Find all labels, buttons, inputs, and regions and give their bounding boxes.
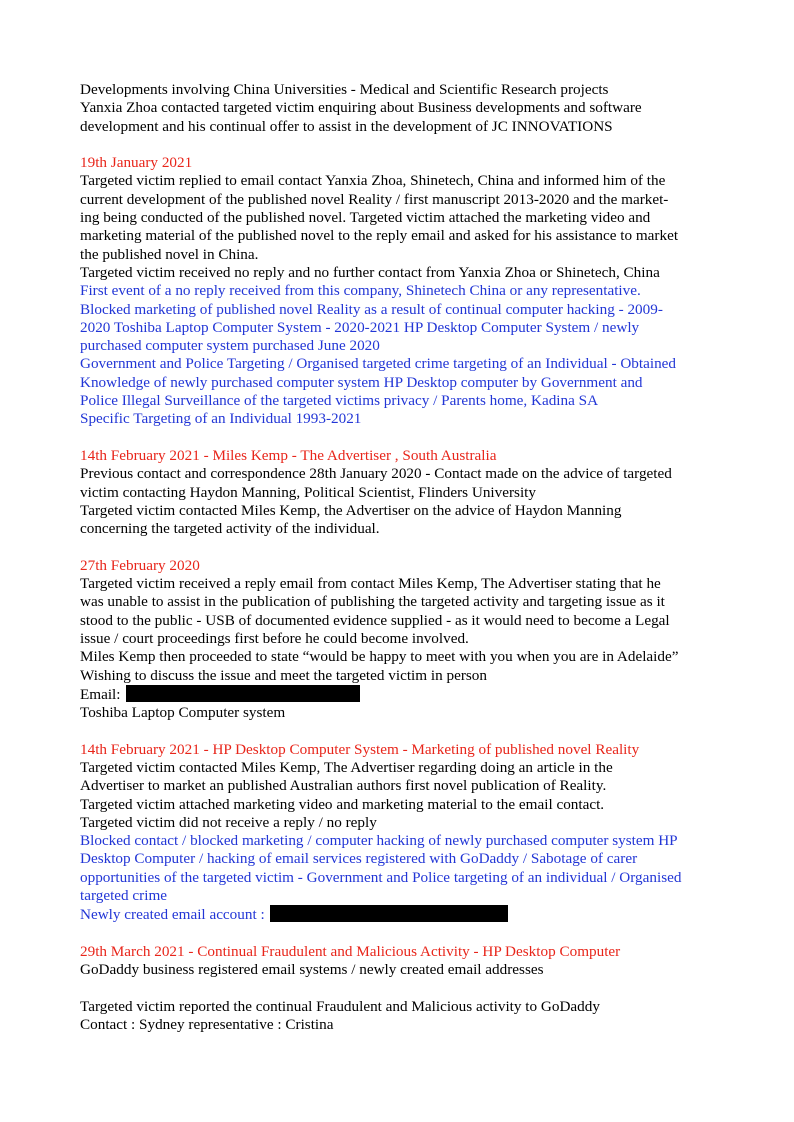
section-heading: 27th February 2020	[80, 556, 200, 574]
note-line: targeted crime	[80, 887, 168, 905]
email-label: Newly created email account :	[80, 906, 265, 924]
text-line: Yanxia Zhoa contacted targeted victim enquiring about Business developments and software	[80, 99, 642, 117]
text-line: Targeted victim contacted Miles Kemp, The Advertiser regarding doing an article in the	[80, 758, 613, 776]
note-line: Blocked marketing of published novel Reality as a result of continual computer hacking - 2009-	[80, 300, 663, 318]
section-19-jan-2021	[80, 154, 720, 428]
note-line: Blocked contact / blocked marketing / computer hacking of newly purchased computer system HP	[80, 832, 678, 850]
note-line: purchased computer system purchased June 2020	[80, 337, 380, 355]
note-line: First event of a no reply received from this company, Shinetech China or any representative.	[80, 282, 641, 300]
text-line: development and his continual offer to assist in the development of JC INNOVATIONS	[80, 117, 613, 135]
email-line	[80, 685, 720, 704]
section-14-feb-2021-hp-desktop	[80, 741, 720, 925]
text-line: Contact : Sydney representative : Cristina	[80, 1016, 334, 1034]
text-line: Targeted victim did not receive a reply / no reply	[80, 813, 377, 831]
note-line: 2020 Toshiba Laptop Computer System - 2020-2021 HP Desktop Computer System / newly	[80, 318, 640, 336]
document-content	[80, 81, 720, 1053]
section-heading: 29th March 2021 - Continual Fraudulent and Malicious Activity - HP Desktop Computer	[80, 942, 621, 960]
note-line: Specific Targeting of an Individual 1993-2021	[80, 410, 362, 428]
text-line: Toshiba Laptop Computer system	[80, 704, 286, 722]
text-line: GoDaddy business registered email systems / newly created email addresses	[80, 961, 544, 979]
text-line: Miles Kemp then proceeded to state “would be happy to meet with you when you are in Adelaide”	[80, 648, 679, 666]
text-line: concerning the targeted activity of the individual.	[80, 520, 380, 538]
text-line: Targeted victim contacted Miles Kemp, the Advertiser on the advice of Haydon Manning	[80, 501, 622, 519]
text-line: Targeted victim attached marketing video and marketing material to the email contact.	[80, 795, 605, 813]
text-line: was unable to assist in the publication of publishing the targeted activity and targeting issue as it	[80, 593, 665, 611]
section-14-feb-2021-miles-kemp	[80, 447, 720, 538]
text-line: victim contacting Haydon Manning, Political Scientist, Flinders University	[80, 483, 536, 501]
text-line: ing being conducted of the published novel. Targeted victim attached the marketing video and	[80, 209, 651, 227]
section-heading: 19th January 2021	[80, 154, 193, 172]
text-line: marketing material of the published novel to the reply email and asked for his assistance to market	[80, 227, 679, 245]
section-29-mar-2021	[80, 943, 720, 980]
note-line: Knowledge of newly purchased computer system HP Desktop computer by Government and	[80, 373, 643, 391]
note-line: Desktop Computer / hacking of email services registered with GoDaddy / Sabotage of carer	[80, 850, 638, 868]
text-line: Developments involving China Universities - Medical and Scientific Research projects	[80, 81, 609, 98]
redacted-email	[126, 685, 360, 702]
note-line: opportunities of the targeted victim - Government and Police targeting of an individual / Organised	[80, 868, 682, 886]
email-line	[80, 905, 720, 924]
text-line: the published novel in China.	[80, 245, 259, 263]
text-line: Targeted victim reported the continual Fraudulent and Malicious activity to GoDaddy	[80, 997, 600, 1015]
email-label: Email:	[80, 685, 121, 703]
text-line: issue / court proceedings first before he could become involved.	[80, 629, 469, 647]
note-line: Police Illegal Surveillance of the targeted victims privacy / Parents home, Kadina SA	[80, 392, 599, 410]
text-line: Targeted victim received no reply and no further contact from Yanxia Zhoa or Shinetech, China	[80, 263, 660, 281]
text-line: stood to the public - USB of documented evidence supplied - as it would need to become a Legal	[80, 611, 670, 629]
text-line: Targeted victim replied to email contact Yanxia Zhoa, Shinetech, China and informed him of the	[80, 172, 666, 190]
text-line: Wishing to discuss the issue and meet the targeted victim in person	[80, 666, 487, 684]
text-line: Targeted victim received a reply email from contact Miles Kemp, The Advertiser stating that he	[80, 575, 661, 593]
section-heading: 14th February 2021 - Miles Kemp - The Advertiser , South Australia	[80, 446, 497, 464]
text-line: current development of the published novel Reality / first manuscript 2013-2020 and the market-	[80, 190, 669, 208]
note-line: Government and Police Targeting / Organised targeted crime targeting of an Individual - Obtained	[80, 355, 677, 373]
intro-paragraph	[80, 81, 720, 136]
redacted-email	[270, 905, 508, 922]
report-paragraph	[80, 998, 720, 1035]
section-heading: 14th February 2021 - HP Desktop Computer System - Marketing of published novel Reality	[80, 740, 640, 758]
section-27-feb-2020	[80, 557, 720, 723]
text-line: Previous contact and correspondence 28th January 2020 - Contact made on the advice of targeted	[80, 465, 672, 483]
text-line: Advertiser to market an published Australian authors first novel publication of Reality.	[80, 777, 607, 795]
